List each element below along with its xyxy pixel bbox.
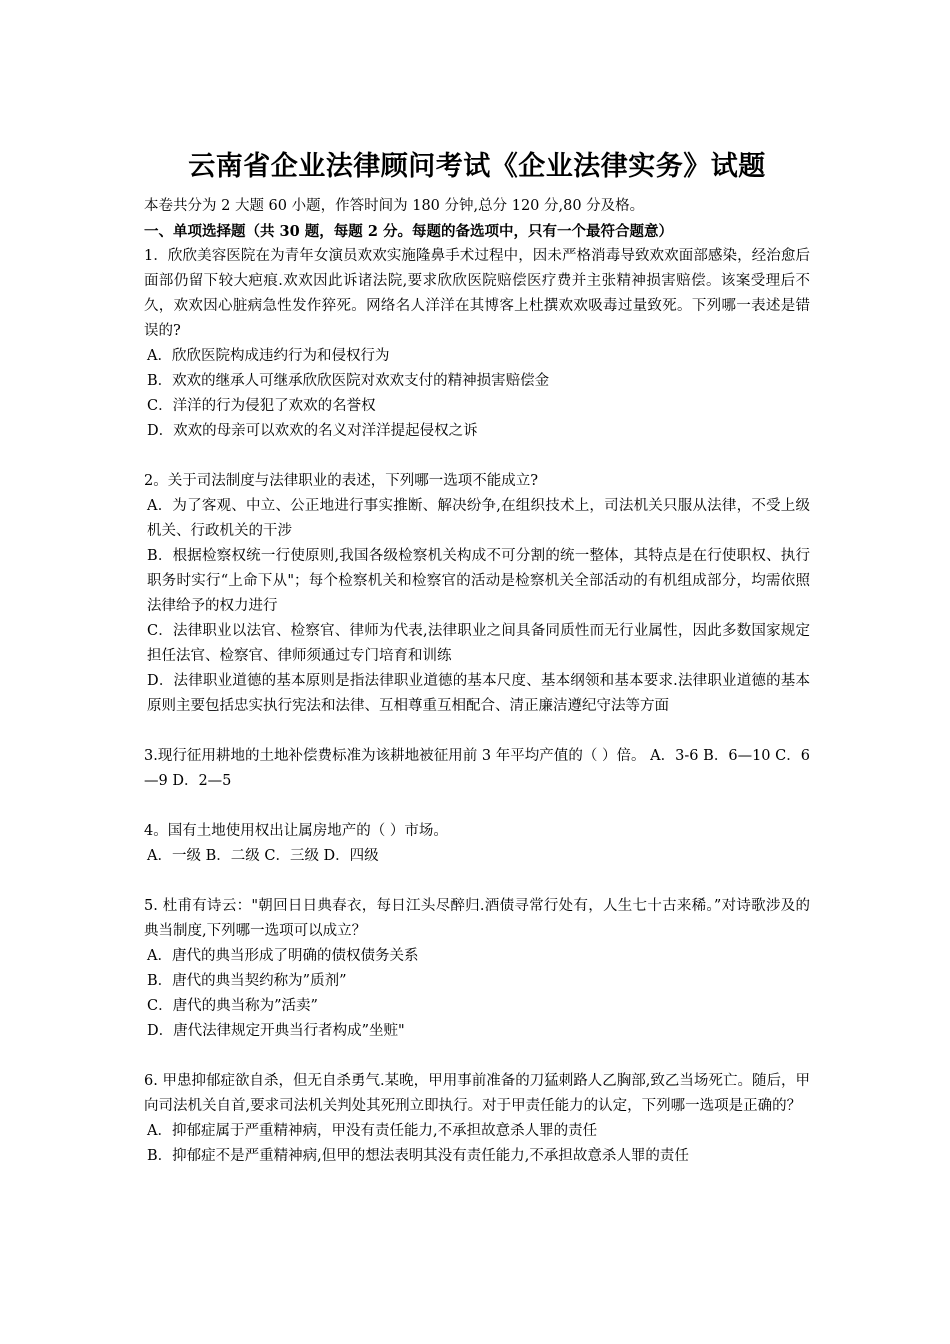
question-option: D．法律职业道德的基本原则是指法律职业道德的基本尺度、基本纲领和基本要求.法律职业道德的基本原则主要包括忠实执行宪法和法律、互相尊重互相配合、清正廉洁遵纪守法等方面 <box>147 673 810 714</box>
question-stem: 5. 杜甫有诗云："朝回日日典春衣，每日江头尽醉归.酒债寻常行处有，人生七十古来稀。”对诗歌涉及的典当制度,下列哪一选项可以成立？ <box>144 898 810 939</box>
question-option: A．欣欣医院构成违约行为和侵权行为 <box>147 348 390 364</box>
question-option: D．唐代法律规定开典当行者构成”坐赃" <box>147 1023 405 1039</box>
question-option: C．洋洋的行为侵犯了欢欢的名誉权 <box>147 398 376 414</box>
question-option: A．抑郁症属于严重精神病，甲没有责任能力,不承担故意杀人罪的责任 <box>147 1123 598 1139</box>
question-option: B．抑郁症不是严重精神病,但甲的想法表明其没有责任能力,不承担故意杀人罪的责任 <box>147 1148 689 1164</box>
question-option: B．根据检察权统一行使原则,我国各级检察机关构成不可分割的统一整体，其特点是在行使职权、执行职务时实行“上命下从"；每个检察机关和检察官的活动是检察机关全部活动的有机组成部分，均需依照法律给予的权力进行 <box>147 548 810 614</box>
question-option: D．欢欢的母亲可以欢欢的名义对洋洋提起侵权之诉 <box>147 423 478 439</box>
question-option: C．法律职业以法官、检察官、律师为代表,法律职业之间具备同质性而无行业属性，因此多数国家规定担任法官、检察官、律师须通过专门培育和训练 <box>147 623 810 664</box>
question-stem: 1．欣欣美容医院在为青年女演员欢欢实施隆鼻手术过程中，因未严格消毒导致欢欢面部感染，经治愈后面部仍留下较大疤痕.欢欢因此诉诸法院,要求欣欣医院赔偿医疗费并主张精神损害赔偿。该案受理后不久，欢欢因心脏病急性发作猝死。网络名人洋洋在其博客上杜撰欢欢吸毒过量致死。下列哪一表述是错误的? <box>144 248 810 339</box>
question-6 <box>144 1069 810 1169</box>
question-stem: 4。国有土地使用权出让属房地产的（ ）市场。 <box>144 823 448 839</box>
question-5 <box>144 894 810 1044</box>
question-option: B．欢欢的继承人可继承欣欣医院对欢欢支付的精神损害赔偿金 <box>147 373 550 389</box>
question-option: A．为了客观、中立、公正地进行事实推断、解决纷争,在组织技术上，司法机关只服从法律，不受上级机关、行政机关的干涉 <box>147 498 810 539</box>
question-3 <box>144 744 810 794</box>
exam-intro: 本卷共分为 2 大题 60 小题，作答时间为 180 分钟,总分 120 分,80 分及格。 <box>144 198 645 214</box>
question-stem: 3.现行征用耕地的土地补偿费标准为该耕地被征用前 3 年平均产值的（ ）倍。 A．3-6 B．6—10 C．6—9 D．2—5 <box>144 748 810 789</box>
question-option: A．一级 B．二级 C．三级 D．四级 <box>147 848 379 864</box>
question-2 <box>144 469 810 719</box>
question-1 <box>144 244 810 444</box>
section-heading: 一、单项选择题（共 30 题，每题 2 分。每题的备选项中，只有一个最符合题意） <box>144 223 673 240</box>
question-option: A．唐代的典当形成了明确的债权债务关系 <box>147 948 419 964</box>
question-4 <box>144 819 810 869</box>
question-option: C．唐代的典当称为”活卖” <box>147 998 318 1014</box>
question-option: B．唐代的典当契约称为”质剂” <box>147 973 347 989</box>
question-stem: 2。关于司法制度与法律职业的表述，下列哪一选项不能成立? <box>144 473 538 489</box>
document-title: 云南省企业法律顾问考试《企业法律实务》试题 <box>188 151 766 182</box>
question-stem: 6. 甲患抑郁症欲自杀，但无自杀勇气.某晚，甲用事前准备的刀猛刺路人乙胸部,致乙当场死亡。随后，甲向司法机关自首,要求司法机关判处其死刑立即执行。对于甲责任能力的认定，下列哪一选项是正确的？ <box>144 1073 810 1114</box>
